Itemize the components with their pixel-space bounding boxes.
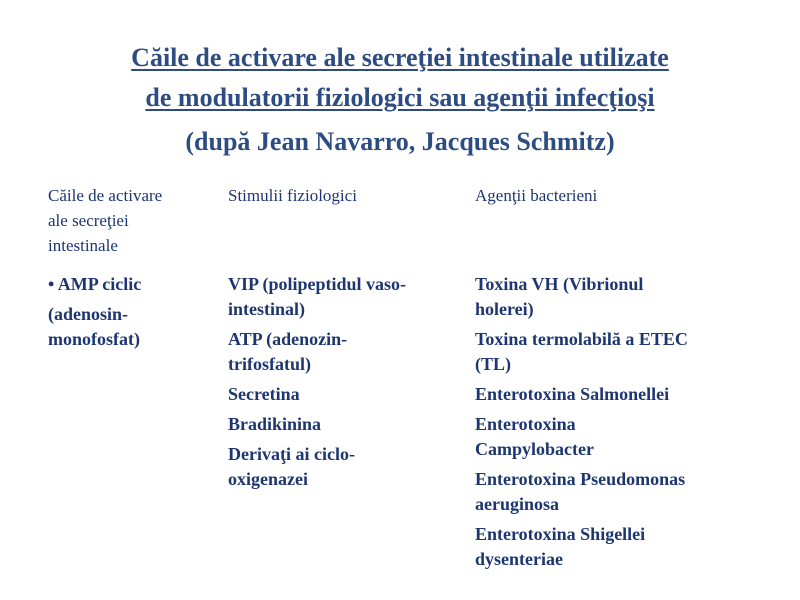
list-item (475, 412, 688, 462)
list-item (228, 442, 406, 492)
list-item-line: Enterotoxina Salmonellei (475, 384, 670, 404)
list-item-line: holerei) (475, 299, 534, 319)
header-line: Agenţii bacterieni (475, 186, 598, 205)
header-physiological-stimuli (228, 183, 357, 208)
list-item-line: aeruginosa (475, 494, 560, 514)
list-item-line: Toxina VH (Vibrionul (475, 274, 644, 294)
list-item-line: Campylobacter (475, 439, 594, 459)
list-item-line: (TL) (475, 354, 511, 374)
list-item-line: dysenteriae (475, 549, 563, 569)
header-line: intestinale (48, 236, 118, 255)
header-activation-pathways (48, 183, 162, 258)
list-item (228, 382, 406, 407)
list-item (475, 327, 688, 377)
list-item-line: intestinal) (228, 299, 306, 319)
list-item (475, 382, 688, 407)
list-item (228, 327, 406, 377)
header-line: Stimulii fiziologici (228, 186, 357, 205)
list-item (228, 272, 406, 322)
list-item-line: ATP (adenozin- (228, 329, 348, 349)
list-item (48, 302, 141, 352)
list-item-line: Bradikinina (228, 414, 322, 434)
list-item-line: Enterotoxina Shigellei (475, 524, 646, 544)
slide-subtitle: (după Jean Navarro, Jacques Schmitz) (185, 127, 615, 156)
title-line-1-text: Căile de activare ale secreţiei intestinale utilizate (131, 43, 669, 72)
column-physiological-stimuli (228, 272, 406, 497)
list-item-line: Secretina (228, 384, 300, 404)
list-item-line: Enterotoxina Pseudomonas (475, 469, 686, 489)
list-item-line: monofosfat) (48, 329, 140, 349)
header-bacterial-agents (475, 183, 597, 208)
list-item (48, 272, 141, 297)
list-item (475, 272, 688, 322)
list-item (228, 412, 406, 437)
column-activation-pathways (48, 272, 141, 357)
header-line: Căile de activare (48, 186, 163, 205)
column-bacterial-agents (475, 272, 688, 577)
list-item-line: • AMP ciclic (48, 274, 142, 294)
list-item (475, 522, 688, 572)
header-line: ale secreţiei (48, 211, 129, 230)
list-item-line: VIP (polipeptidul vaso- (228, 274, 407, 294)
list-item-line: oxigenazei (228, 469, 308, 489)
title-line-2-text: de modulatorii fiziologici sau agenţii infecţioşi (145, 83, 655, 112)
list-item (475, 467, 688, 517)
list-item-line: trifosfatul) (228, 354, 311, 374)
list-item-line: Enterotoxina (475, 414, 576, 434)
list-item-line: Derivaţi ai ciclo- (228, 444, 355, 464)
list-item-line: Toxina termolabilă a ETEC (475, 329, 688, 349)
list-item-line: (adenosin- (48, 304, 129, 324)
